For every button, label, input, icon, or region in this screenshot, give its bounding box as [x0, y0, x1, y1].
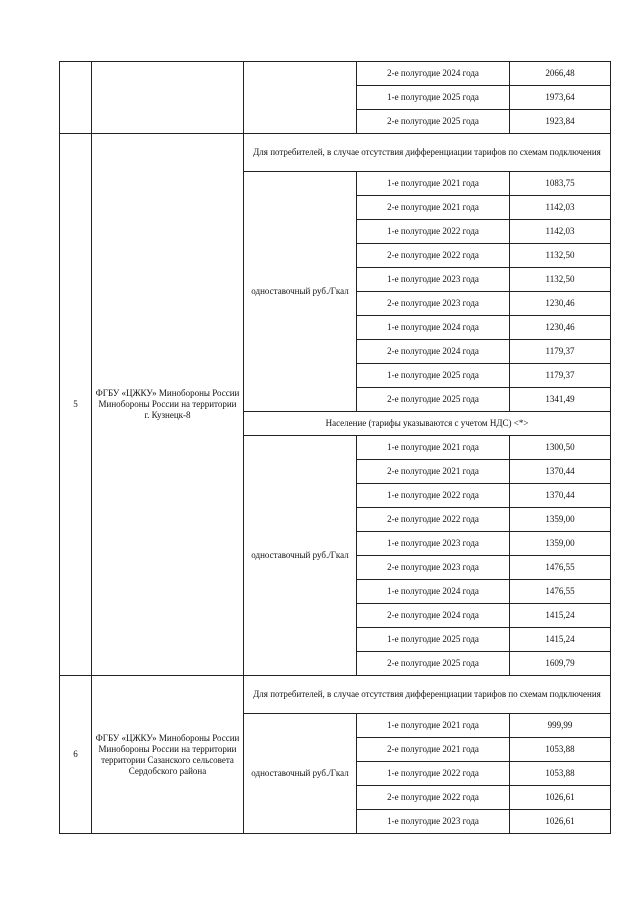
value-cell: 1973,64: [510, 86, 611, 110]
tariff-type: одноставочный руб./Гкал: [244, 172, 357, 412]
value-cell: 1142,03: [510, 220, 611, 244]
period-cell: 2-е полугодие 2025 года: [357, 110, 510, 134]
value-cell: 1053,88: [510, 762, 611, 786]
period-cell: 1-е полугодие 2022 года: [357, 762, 510, 786]
value-cell: 999,99: [510, 714, 611, 738]
period-cell: 1-е полугодие 2022 года: [357, 484, 510, 508]
organization-name: ФГБУ «ЦЖКУ» Минобороны России Минобороны России на территории территории Сазанского сельсовета Сердобского района: [92, 676, 244, 834]
period-cell: 2-е полугодие 2024 года: [357, 62, 510, 86]
period-cell: 2-е полугодие 2024 года: [357, 604, 510, 628]
organization-cell: [92, 62, 244, 134]
period-cell: 1-е полугодие 2025 года: [357, 86, 510, 110]
value-cell: 1083,75: [510, 172, 611, 196]
value-cell: 1142,03: [510, 196, 611, 220]
entry-number: 6: [60, 676, 92, 834]
value-cell: 1370,44: [510, 460, 611, 484]
table-row: [60, 62, 611, 86]
value-cell: 1300,50: [510, 436, 611, 460]
period-cell: 1-е полугодие 2023 года: [357, 810, 510, 834]
tariff-type: одноставочный руб./Гкал: [244, 714, 357, 834]
consumer-group-header: Население (тарифы указываются с учетом НДС) <*>: [244, 412, 611, 436]
period-cell: 1-е полугодие 2025 года: [357, 364, 510, 388]
value-cell: 1415,24: [510, 628, 611, 652]
period-cell: 2-е полугодие 2021 года: [357, 196, 510, 220]
consumer-group-header: Для потребителей, в случае отсутствия дифференциации тарифов по схемам подключения: [244, 676, 611, 714]
value-cell: 1230,46: [510, 292, 611, 316]
period-cell: 2-е полугодие 2023 года: [357, 292, 510, 316]
tariff-type-cell: [244, 62, 357, 134]
period-cell: 1-е полугодие 2021 года: [357, 172, 510, 196]
period-cell: 2-е полугодие 2025 года: [357, 652, 510, 676]
number-cell: [60, 62, 92, 134]
value-cell: 1179,37: [510, 340, 611, 364]
period-cell: 2-е полугодие 2025 года: [357, 388, 510, 412]
tariff-table-body: [60, 62, 611, 834]
period-cell: 1-е полугодие 2022 года: [357, 220, 510, 244]
value-cell: 1415,24: [510, 604, 611, 628]
tariff-table: [59, 61, 611, 834]
value-cell: 1359,00: [510, 532, 611, 556]
value-cell: 1132,50: [510, 244, 611, 268]
group-header-row: [60, 676, 611, 714]
period-cell: 2-е полугодие 2022 года: [357, 786, 510, 810]
period-cell: 2-е полугодие 2022 года: [357, 244, 510, 268]
period-cell: 2-е полугодие 2022 года: [357, 508, 510, 532]
group-header-row: [60, 134, 611, 172]
entry-number: 5: [60, 134, 92, 676]
period-cell: 1-е полугодие 2021 года: [357, 714, 510, 738]
value-cell: 1053,88: [510, 738, 611, 762]
value-cell: 2066,48: [510, 62, 611, 86]
value-cell: 1370,44: [510, 484, 611, 508]
period-cell: 2-е полугодие 2023 года: [357, 556, 510, 580]
value-cell: 1179,37: [510, 364, 611, 388]
period-cell: 1-е полугодие 2023 года: [357, 532, 510, 556]
period-cell: 1-е полугодие 2021 года: [357, 436, 510, 460]
period-cell: 2-е полугодие 2021 года: [357, 738, 510, 762]
organization-name: ФГБУ «ЦЖКУ» Минобороны России Минобороны России на территории г. Кузнецк-8: [92, 134, 244, 676]
value-cell: 1230,46: [510, 316, 611, 340]
value-cell: 1476,55: [510, 580, 611, 604]
value-cell: 1609,79: [510, 652, 611, 676]
period-cell: 1-е полугодие 2024 года: [357, 316, 510, 340]
period-cell: 1-е полугодие 2024 года: [357, 580, 510, 604]
value-cell: 1026,61: [510, 786, 611, 810]
tariff-type: одноставочный руб./Гкал: [244, 436, 357, 676]
period-cell: 2-е полугодие 2024 года: [357, 340, 510, 364]
period-cell: 1-е полугодие 2025 года: [357, 628, 510, 652]
period-cell: 2-е полугодие 2021 года: [357, 460, 510, 484]
value-cell: 1359,00: [510, 508, 611, 532]
value-cell: 1026,61: [510, 810, 611, 834]
value-cell: 1476,55: [510, 556, 611, 580]
value-cell: 1341,49: [510, 388, 611, 412]
value-cell: 1132,50: [510, 268, 611, 292]
value-cell: 1923,84: [510, 110, 611, 134]
consumer-group-header: Для потребителей, в случае отсутствия дифференциации тарифов по схемам подключения: [244, 134, 611, 172]
period-cell: 1-е полугодие 2023 года: [357, 268, 510, 292]
